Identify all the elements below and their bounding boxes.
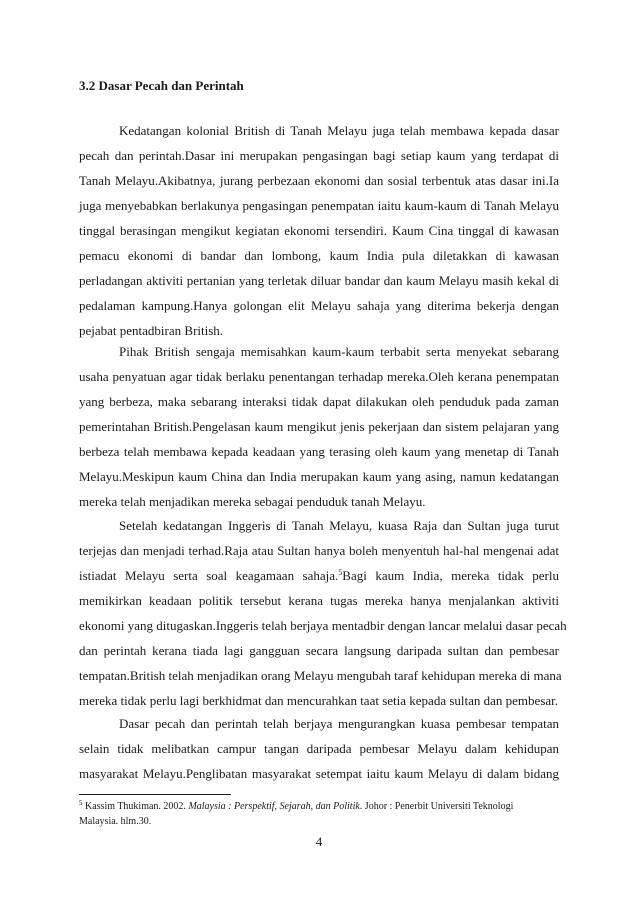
paragraph-2 [79, 339, 559, 514]
paragraph-line: usaha penyatuan agar tidak berlaku penentangan terhadap mereka.Oleh kerana penempatan [79, 369, 559, 384]
paragraph-line: tempatan.British telah menjadikan orang Melayu mengubah taraf kehidupan mereka di mana [79, 668, 562, 683]
paragraph-line: Tanah Melayu.Akibatnya, jurang perbezaan ekonomi dan sosial terbentuk atas dasar ini.Ia [79, 173, 559, 188]
paragraph-line: selain tidak melibatkan campur tangan daripada pembesar Melayu dalam kehidupan [79, 741, 559, 756]
paragraph-line: pemerintahan British.Pengelasan kaum mengikut jenis pekerjaan dan sistem pelajaran yang [79, 419, 559, 434]
paragraph-line: pedalaman kampung.Hanya golongan elit Melayu sahaja yang diterima bekerja dengan [79, 298, 559, 313]
footnote [79, 799, 559, 829]
paragraph-line: pecah dan perintah.Dasar ini merupakan pengasingan bagi setiap kaum yang terdapat di [79, 148, 559, 163]
footnote-author-year: Kassim Thukiman. 2002. [85, 801, 189, 812]
paragraph-line: Pihak British sengaja memisahkan kaum-kaum terbabit serta menyekat sebarang [119, 344, 559, 359]
paragraph-line: perladangan aktiviti pertanian yang terletak diluar bandar dan kaum Melayu masih kekal di [79, 273, 559, 288]
paragraph-line: Dasar pecah dan perintah telah berjaya mengurangkan kuasa pembesar tempatan [119, 716, 559, 731]
paragraph-1 [79, 118, 559, 343]
footnote-separator [79, 794, 231, 795]
paragraph-line: memikirkan keadaan politik tersebut kerana tugas mereka hanya menjalankan aktiviti [79, 593, 559, 608]
footnote-title: Malaysia : Perspektif, Sejarah, dan Politik [188, 801, 360, 812]
paragraph-line: ekonomi yang ditugaskan.Inggeris telah berjaya mentadbir dengan lancar melalui dasar pecah [79, 618, 567, 633]
paragraph-4 [79, 711, 559, 786]
paragraph-line: masyarakat Melayu.Penglibatan masyarakat setempat iaitu kaum Melayu di dalam bidang [79, 766, 559, 781]
paragraph-line-part: istiadat Melayu serta soal keagamaan sahaja. [79, 568, 339, 583]
paragraph-line: mereka tidak perlu lagi berkhidmat dan mencurahkan taat setia kepada sultan dan pembesar. [79, 693, 559, 708]
paragraph-line: Melayu.Meskipun kaum China dan India merupakan kaum yang asing, namun kedatangan [79, 469, 559, 484]
paragraph-line: dan perintah kerana tiada lagi gangguan secara langsung daripada sultan dan pembesar [79, 643, 559, 658]
section-heading: 3.2 Dasar Pecah dan Perintah [79, 78, 244, 93]
footnote-marker[interactable]: 5 [338, 568, 343, 577]
paragraph-line-part: Bagi kaum India, mereka tidak perlu [342, 568, 559, 583]
paragraph-line: berbeza telah membawa kepada keadaan yang terasing oleh kaum yang menetap di Tanah [79, 444, 559, 459]
footnote-number: 5 [79, 799, 83, 807]
paragraph-line: pemacu ekonomi di bandar dan lombong, kaum India pula diletakkan di kawasan [79, 248, 559, 263]
paragraph-line: yang berbeza, maka sebarang interaksi tidak dapat dilakukan oleh penduduk pada zaman [79, 394, 559, 409]
paragraph-line: mereka telah menjadikan mereka sebagai penduduk tanah Melayu. [79, 494, 426, 509]
footnote-line-2: Malaysia. hlm.30. [79, 816, 152, 827]
paragraph-line: tinggal berasingan mengikut kegiatan ekonomi tersendiri. Kaum Cina tinggal di kawasan [79, 223, 559, 238]
paragraph-line: Setelah kedatangan Inggeris di Tanah Melayu, kuasa Raja dan Sultan juga turut [119, 518, 559, 533]
footnote-publisher: . Johor : Penerbit Universiti Teknologi [359, 801, 514, 812]
paragraph-line: Kedatangan kolonial British di Tanah Melayu juga telah membawa kepada dasar [119, 123, 559, 138]
paragraph-line-with-footnote [79, 563, 559, 588]
paragraph-line: pejabat pentadbiran British. [79, 323, 224, 338]
paragraph-line: terjejas dan menjadi terhad.Raja atau Sultan hanya boleh menyentuh hal-hal mengenai adat [79, 543, 559, 558]
paragraph-3 [79, 513, 567, 713]
footnote-line-1 [79, 799, 559, 814]
paragraph-line: juga menyebabkan berlakunya pengasingan penempatan iaitu kaum-kaum di Tanah Melayu [79, 198, 559, 213]
page-number: 4 [315, 834, 323, 849]
